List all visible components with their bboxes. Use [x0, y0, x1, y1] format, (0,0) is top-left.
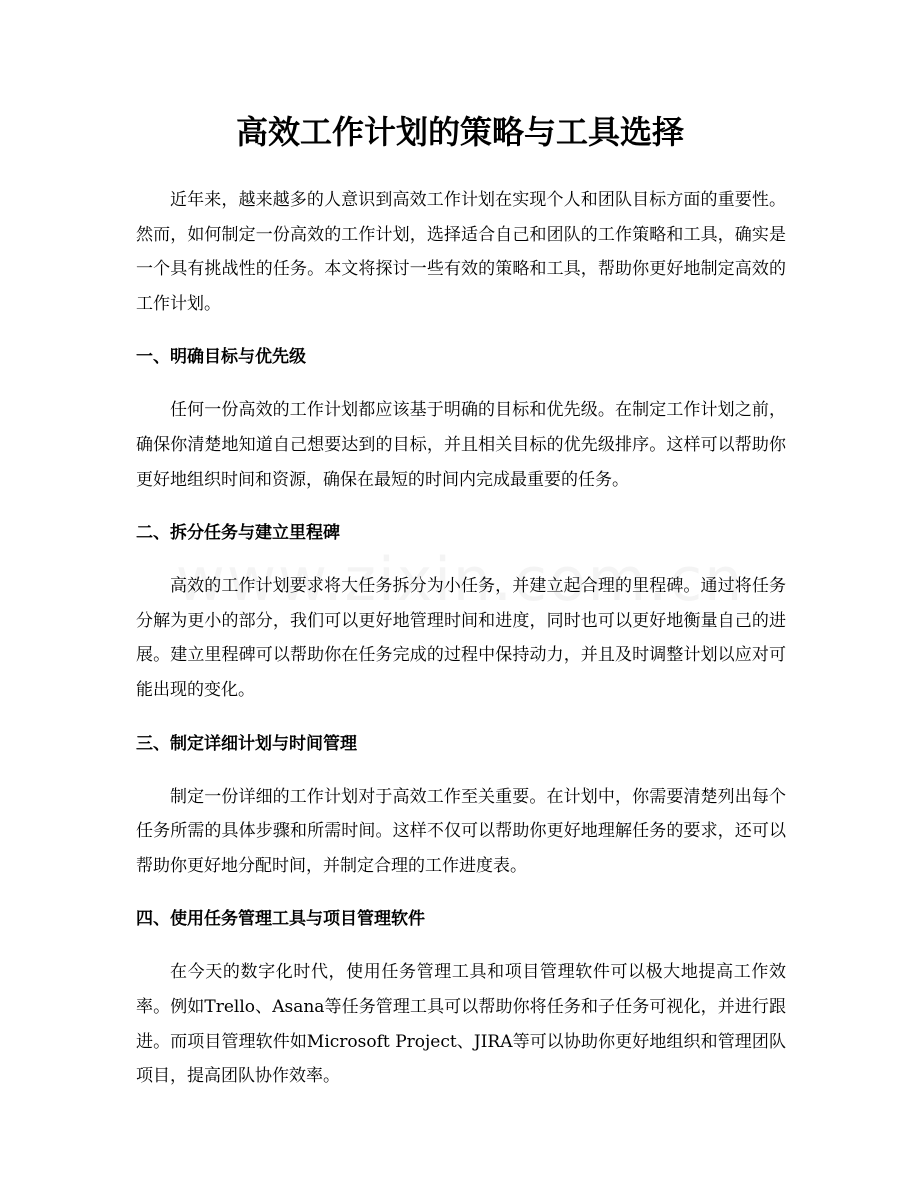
page-title: 高效工作计划的策略与工具选择 — [235, 113, 684, 151]
document-body — [136, 183, 786, 1094]
section-1-paragraph: 任何一份高效的工作计划都应该基于明确的目标和优先级。在制定工作计划之前，确保你清楚地知道自己想要达到的目标，并且相关目标的优先级排序。这样可以帮助你更好地组织时间和资源，确保在最短的时间内完成最重要的任务。 — [136, 400, 786, 490]
intro-paragraph: 近年来，越来越多的人意识到高效工作计划在实现个人和团队目标方面的重要性。然而，如何制定一份高效的工作计划，选择适合自己和团队的工作策略和工具，确实是一个具有挑战性的任务。本文将探讨一些有效的策略和工具，帮助你更好地制定高效的工作计划。 — [136, 190, 786, 314]
section-1-heading: 一、明确目标与优先级 — [136, 347, 306, 368]
section-4-paragraph: 在今天的数字化时代，使用任务管理工具和项目管理软件可以极大地提高工作效率。例如Trello、Asana等任务管理工具可以帮助你将任务和子任务可视化，并进行跟进。而项目管理软件如Microsoft Project、JIRA等可以协助你更好地组织和管理团队项目，提高团队协作效率。 — [136, 962, 786, 1087]
section-4-heading: 四、使用任务管理工具与项目管理软件 — [136, 909, 425, 930]
section-3-heading: 三、制定详细计划与时间管理 — [136, 733, 357, 754]
section-2-paragraph: 高效的工作计划要求将大任务拆分为小任务，并建立起合理的里程碑。通过将任务分解为更小的部分，我们可以更好地管理时间和进度，同时也可以更好地衡量自己的进展。建立里程碑可以帮助你在任务完成的过程中保持动力，并且及时调整计划以应对可能出现的变化。 — [136, 576, 786, 700]
section-2-heading: 二、拆分任务与建立里程碑 — [136, 523, 340, 544]
section-3-paragraph: 制定一份详细的工作计划对于高效工作至关重要。在计划中，你需要清楚列出每个任务所需的具体步骤和所需时间。这样不仅可以帮助你更好地理解任务的要求，还可以帮助你更好地分配时间，并制定合理的工作进度表。 — [136, 786, 786, 876]
